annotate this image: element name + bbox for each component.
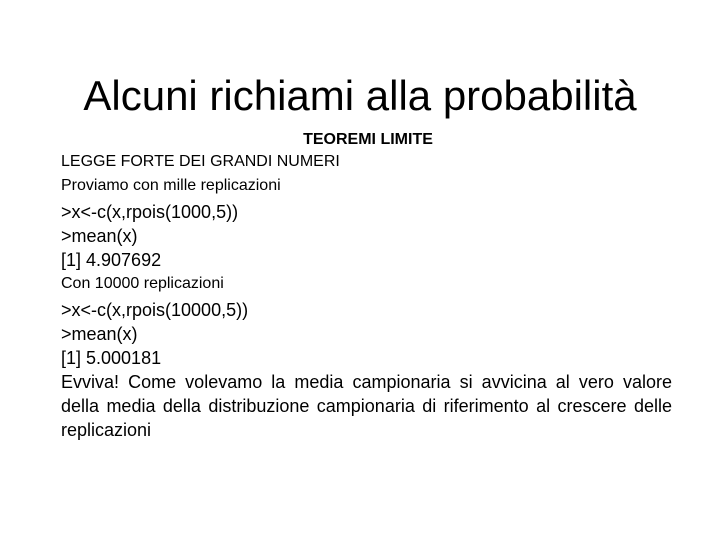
intro-line-2: Con 10000 replicazioni: [61, 275, 224, 292]
code-line-2b: >mean(x): [61, 324, 138, 344]
result-line-2: [1] 5.000181: [61, 348, 162, 368]
slide-subtitle: TEOREMI LIMITE: [303, 131, 433, 148]
section-heading: LEGGE FORTE DEI GRANDI NUMERI: [61, 153, 340, 170]
conclusion-paragraph: Evviva! Come volevamo la media campionaria si avvicina al vero valore della media della distribuzione campionaria di riferimento al crescere delle replicazioni: [61, 372, 672, 440]
slide-title: Alcuni richiami alla probabilità: [83, 72, 637, 119]
result-line-1: [1] 4.907692: [61, 250, 162, 270]
code-line-1b: >mean(x): [61, 226, 138, 246]
code-line-2a: >x<-c(x,rpois(10000,5)): [61, 300, 249, 320]
slide-body: [61, 150, 672, 442]
code-line-1a: >x<-c(x,rpois(1000,5)): [61, 202, 239, 222]
intro-line-1: Proviamo con mille replicazioni: [61, 177, 281, 194]
